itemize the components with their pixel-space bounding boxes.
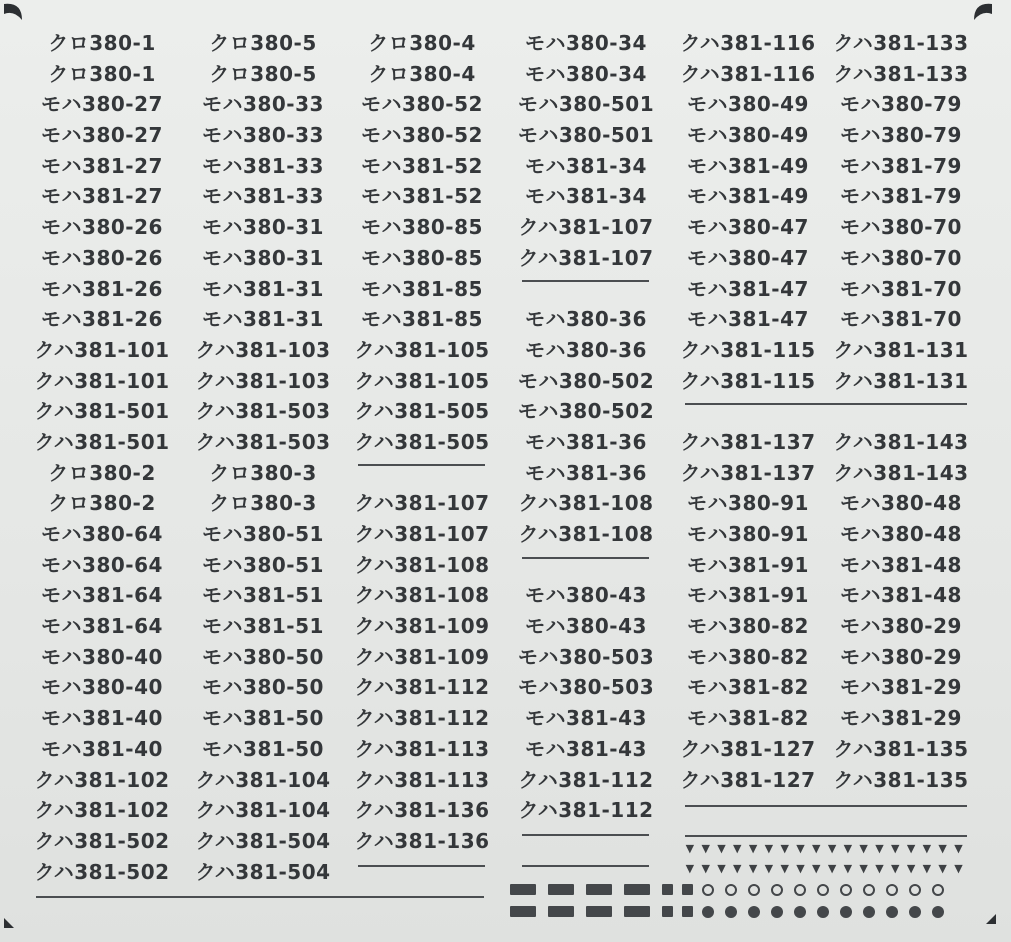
decal-label: クハ381-115 (680, 337, 816, 362)
decal-label: モハ380-502 (517, 399, 655, 424)
decal-label: モハ380-43 (525, 583, 647, 608)
decal-label: モハ381-29 (840, 706, 962, 731)
decal-label: クハ381-113 (354, 767, 490, 792)
triangle-mark-icon: ▼ (764, 862, 774, 875)
decal-label: モハ380-47 (687, 245, 809, 270)
decal-label: クハ381-504 (195, 828, 331, 853)
decal-label: モハ381-49 (687, 153, 809, 178)
decal-label: モハ381-79 (840, 184, 962, 209)
decal-label: モハ380-64 (41, 522, 163, 546)
decal-label (342, 458, 502, 489)
rect-mark-icon (586, 884, 612, 895)
decal-label: クハ381-107 (354, 522, 490, 546)
decal-label: モハ381-33 (202, 184, 324, 209)
decal-label: モハ381-82 (687, 675, 809, 700)
ring-mark-icon (863, 884, 875, 896)
decal-label (668, 795, 828, 826)
decal-label (506, 857, 666, 888)
decal-label: モハ380-50 (202, 675, 324, 700)
decal-label: クハ381-127 (680, 767, 816, 792)
decal-column-4 (506, 28, 666, 887)
decal-label: クハ381-116 (680, 31, 816, 55)
decal-label: モハ380-27 (41, 92, 163, 117)
dot-mark-icon (702, 906, 714, 918)
decal-label: クハ381-107 (354, 491, 490, 516)
decal-label: クハ381-101 (34, 337, 170, 362)
decal-label: モハ381-40 (41, 736, 163, 761)
decal-label: モハ381-27 (41, 184, 163, 209)
decal-label: モハ380-26 (41, 245, 163, 270)
decal-label (342, 857, 502, 888)
decal-label: モハ381-27 (41, 153, 163, 178)
decal-label: モハ380-503 (517, 644, 655, 669)
decal-label: クハ381-107 (518, 215, 654, 240)
decal-label: モハ380-501 (517, 123, 655, 148)
decal-label: モハ380-91 (687, 522, 809, 546)
decal-label: クハ381-501 (34, 399, 170, 424)
triangle-mark-icon: ▼ (827, 862, 837, 875)
decal-label: クロ380-3 (209, 491, 317, 516)
decal-label: モハ381-26 (41, 307, 163, 332)
divider-rule (522, 557, 649, 559)
decal-label: クハ381-104 (195, 798, 331, 823)
ring-mark-icon (794, 884, 806, 896)
decal-label: モハ381-29 (840, 675, 962, 700)
decal-label: モハ381-31 (202, 307, 324, 332)
decal-label: モハ380-47 (687, 215, 809, 240)
decal-label: モハ380-31 (202, 245, 324, 270)
decal-label: モハ381-64 (41, 583, 163, 608)
decal-label: クハ381-104 (195, 767, 331, 792)
decal-label: クロ380-1 (48, 31, 156, 55)
decal-label: クハ381-137 (680, 429, 816, 454)
triangle-mark-icon: ▼ (812, 842, 821, 855)
decal-label: モハ380-29 (840, 614, 962, 639)
triangle-mark-icon: ▼ (859, 862, 868, 875)
decal-label: モハ380-79 (840, 123, 962, 148)
decal-label: クハ381-127 (680, 736, 816, 761)
rect-mark-icon (510, 884, 536, 895)
triangle-mark-icon: ▼ (954, 862, 963, 875)
decal-label: クロ380-4 (368, 61, 476, 86)
decal-label: クハ381-143 (833, 460, 969, 485)
triangle-mark-icon: ▼ (748, 862, 758, 875)
triangle-mark-icon: ▼ (891, 842, 900, 855)
decal-label: モハ380-29 (840, 644, 962, 669)
decal-label: モハ380-31 (202, 215, 324, 240)
decal-label: クハ381-102 (34, 767, 170, 792)
decal-column-3 (342, 28, 502, 887)
decal-label: クハ381-116 (680, 61, 816, 86)
decal-label: クハ381-112 (518, 798, 654, 823)
rect-mark-icon (682, 884, 693, 895)
triangle-mark-icon: ▼ (891, 862, 900, 875)
decal-label: クハ381-113 (354, 736, 490, 761)
decal-label: モハ380-43 (525, 614, 647, 639)
decal-label: モハ380-33 (202, 123, 324, 148)
decal-label: モハ380-82 (687, 644, 809, 669)
decal-label: モハ380-40 (41, 675, 163, 700)
divider-rule (358, 464, 485, 466)
decal-label: モハ380-64 (41, 552, 163, 577)
decal-label: クハ381-101 (34, 368, 170, 393)
decal-label: モハ380-70 (840, 245, 962, 270)
decal-label: モハ380-501 (517, 92, 655, 117)
ring-mark-icon (748, 884, 760, 896)
triangle-mark-icon: ▼ (685, 862, 695, 875)
decal-label: モハ381-91 (687, 552, 809, 577)
ring-mark-icon (932, 884, 944, 896)
triangle-mark-icon: ▼ (827, 842, 837, 855)
decal-label: モハ380-49 (687, 92, 809, 117)
decal-label: クハ381-105 (354, 337, 490, 362)
ring-mark-icon (702, 884, 714, 896)
triangle-mark-icon: ▼ (812, 862, 821, 875)
decal-label: クハ381-501 (34, 429, 170, 454)
triangle-mark-icon: ▼ (843, 842, 853, 855)
decal-label: モハ380-51 (202, 552, 324, 577)
decal-label: クハ381-108 (518, 522, 654, 546)
dot-mark-icon (863, 906, 875, 918)
decal-label: モハ380-50 (202, 644, 324, 669)
decal-label: モハ381-34 (525, 153, 647, 178)
dot-mark-icon (840, 906, 852, 918)
decal-label (668, 396, 828, 427)
decal-label: クハ381-502 (34, 859, 170, 884)
corner-tab-icon (2, 2, 24, 24)
decal-label: クロ380-2 (48, 460, 156, 485)
decal-label: クハ381-103 (195, 368, 331, 393)
decal-column-2 (183, 28, 343, 887)
decal-label: モハ381-43 (525, 736, 647, 761)
decal-label: モハ381-47 (687, 276, 809, 301)
rect-mark-icon (586, 906, 612, 917)
decal-label: モハ381-79 (840, 153, 962, 178)
divider-rule (36, 896, 484, 898)
decal-label: モハ381-34 (525, 184, 647, 209)
decal-label: モハ380-34 (525, 31, 647, 55)
triangle-mark-icon: ▼ (780, 842, 789, 855)
ring-mark-icon (909, 884, 921, 896)
ring-mark-icon (886, 884, 898, 896)
corner-tab-icon (2, 912, 20, 930)
decal-label: クハ381-133 (833, 61, 969, 86)
decal-label: クロ380-4 (368, 31, 476, 55)
decal-column-1 (22, 28, 182, 887)
decal-label: モハ381-48 (840, 583, 962, 608)
decal-label: クハ381-143 (833, 429, 969, 454)
decal-label: モハ380-33 (202, 92, 324, 117)
triangle-mark-icon: ▼ (701, 842, 710, 855)
triangle-mark-icon: ▼ (717, 862, 726, 875)
decal-label: モハ380-502 (517, 368, 655, 393)
decal-label: モハ381-43 (525, 706, 647, 731)
decal-label: モハ381-36 (525, 460, 647, 485)
decal-label: クハ381-103 (195, 337, 331, 362)
decal-label: クハ381-105 (354, 368, 490, 393)
triangle-mark-icon: ▼ (780, 862, 789, 875)
rect-mark-icon (510, 906, 536, 917)
decal-label: モハ380-36 (525, 337, 647, 362)
decal-label: クハ381-108 (354, 552, 490, 577)
rect-mark-icon (662, 884, 673, 895)
triangle-mark-icon: ▼ (906, 842, 916, 855)
decal-label: クハ381-135 (833, 736, 969, 761)
rect-mark-icon (624, 884, 650, 895)
decal-label: モハ380-79 (840, 92, 962, 117)
triangle-mark-icon: ▼ (796, 842, 805, 855)
decal-label: クハ381-505 (354, 399, 490, 424)
triangle-mark-icon: ▼ (922, 862, 932, 875)
decal-label: クロ380-3 (209, 460, 317, 485)
decal-label (821, 396, 981, 427)
decal-label: クハ381-133 (833, 31, 969, 55)
ring-mark-icon (840, 884, 852, 896)
decal-label: モハ381-52 (361, 153, 483, 178)
decal-label: モハ380-36 (525, 307, 647, 332)
dot-mark-icon (748, 906, 760, 918)
decal-label: モハ381-31 (202, 276, 324, 301)
divider-rule (522, 280, 649, 282)
decal-label: モハ380-48 (840, 491, 962, 516)
ring-mark-icon (725, 884, 737, 896)
triangle-mark-icon: ▼ (875, 862, 884, 875)
dot-mark-icon (886, 906, 898, 918)
decal-label: モハ381-50 (202, 706, 324, 731)
decal-label: クハ381-108 (354, 583, 490, 608)
decal-label: クハ381-102 (34, 798, 170, 823)
decal-column-5 (668, 28, 828, 887)
decal-label: モハ381-36 (525, 429, 647, 454)
decal-label: クハ381-109 (354, 614, 490, 639)
rect-mark-icon (548, 884, 574, 895)
ring-mark-icon (817, 884, 829, 896)
dot-mark-icon (817, 906, 829, 918)
triangle-mark-icon: ▼ (701, 862, 710, 875)
decal-label (821, 795, 981, 826)
decal-label: クハ381-115 (680, 368, 816, 393)
decal-label: モハ381-51 (202, 614, 324, 639)
decal-label: クハ381-109 (354, 644, 490, 669)
decal-label (506, 550, 666, 581)
triangle-mark-icon: ▼ (685, 842, 695, 855)
divider-rule (685, 805, 967, 807)
decal-label: クロ380-2 (48, 491, 156, 516)
decal-label (506, 274, 666, 305)
decal-label: クロ380-5 (209, 61, 317, 86)
decal-label: モハ381-64 (41, 614, 163, 639)
divider-rule (522, 865, 649, 867)
decal-label: モハ380-91 (687, 491, 809, 516)
triangle-mark-row (682, 862, 966, 876)
triangle-mark-icon: ▼ (954, 842, 963, 855)
decal-label: クハ381-135 (833, 767, 969, 792)
decal-label: クハ381-112 (518, 767, 654, 792)
triangle-mark-icon: ▼ (938, 842, 947, 855)
triangle-mark-icon: ▼ (796, 862, 805, 875)
divider-rule (522, 834, 649, 836)
corner-tab-icon (984, 912, 998, 926)
decal-label: モハ381-82 (687, 706, 809, 731)
decal-label: モハ380-26 (41, 215, 163, 240)
triangle-mark-icon: ▼ (843, 862, 853, 875)
decal-label: モハ380-82 (687, 614, 809, 639)
rect-mark-icon (548, 906, 574, 917)
decal-label: モハ381-91 (687, 583, 809, 608)
decal-label: モハ380-34 (525, 61, 647, 86)
decal-label: クハ381-136 (354, 828, 490, 853)
mark-row-upper (510, 884, 955, 896)
decal-label: モハ381-49 (687, 184, 809, 209)
decal-label: モハ381-47 (687, 307, 809, 332)
decal-label: モハ380-503 (517, 675, 655, 700)
decal-label: モハ380-51 (202, 522, 324, 546)
decal-label: モハ381-50 (202, 736, 324, 761)
decal-column-6 (821, 28, 981, 887)
mark-row-lower (510, 906, 955, 918)
decal-label: クロ380-1 (48, 61, 156, 86)
dot-mark-icon (794, 906, 806, 918)
decal-label: クハ381-107 (518, 245, 654, 270)
decal-label: モハ381-70 (840, 276, 962, 301)
ring-mark-icon (771, 884, 783, 896)
decal-label: モハ380-52 (361, 123, 483, 148)
decal-label: モハ381-52 (361, 184, 483, 209)
decal-label: クハ381-505 (354, 429, 490, 454)
decal-label: クハ381-504 (195, 859, 331, 884)
triangle-mark-icon: ▼ (906, 862, 916, 875)
decal-label: クハ381-112 (354, 675, 490, 700)
triangle-mark-icon: ▼ (748, 842, 758, 855)
decal-label: モハ381-33 (202, 153, 324, 178)
triangle-mark-icon: ▼ (922, 842, 932, 855)
decal-label: クハ381-503 (195, 399, 331, 424)
decal-label: モハ380-85 (361, 215, 483, 240)
decal-label: モハ381-48 (840, 552, 962, 577)
decal-label: モハ380-27 (41, 123, 163, 148)
divider-rule (685, 403, 967, 405)
decal-label: クハ381-502 (34, 828, 170, 853)
decal-label: モハ380-40 (41, 644, 163, 669)
decal-label: モハ381-26 (41, 276, 163, 301)
dot-mark-icon (909, 906, 921, 918)
decal-label: モハ381-51 (202, 583, 324, 608)
dot-mark-icon (725, 906, 737, 918)
divider-rule (358, 865, 485, 867)
triangle-mark-icon: ▼ (733, 862, 742, 875)
dot-mark-icon (771, 906, 783, 918)
decal-label: モハ380-70 (840, 215, 962, 240)
triangle-mark-icon: ▼ (859, 842, 868, 855)
decal-label: モハ381-40 (41, 706, 163, 731)
decal-label: クハ381-131 (833, 368, 969, 393)
decal-label: モハ381-70 (840, 307, 962, 332)
decal-label: モハ380-49 (687, 123, 809, 148)
decal-label: モハ381-85 (361, 276, 483, 301)
decal-label: クハ381-503 (195, 429, 331, 454)
decal-label: クハ381-112 (354, 706, 490, 731)
triangle-mark-row (682, 842, 966, 856)
decal-label: クハ381-131 (833, 337, 969, 362)
rect-mark-icon (682, 906, 693, 917)
decal-label: モハ380-85 (361, 245, 483, 270)
triangle-mark-icon: ▼ (938, 862, 947, 875)
decal-label (506, 826, 666, 857)
decal-label: モハ380-52 (361, 92, 483, 117)
decal-label: クロ380-5 (209, 31, 317, 55)
divider-rule (685, 835, 967, 837)
rect-mark-icon (662, 906, 673, 917)
dot-mark-icon (932, 906, 944, 918)
corner-tab-icon (972, 2, 994, 24)
decal-label: クハ381-136 (354, 798, 490, 823)
triangle-mark-icon: ▼ (875, 842, 884, 855)
triangle-mark-icon: ▼ (764, 842, 774, 855)
decal-label: モハ381-85 (361, 307, 483, 332)
rect-mark-icon (624, 906, 650, 917)
decal-label: クハ381-108 (518, 491, 654, 516)
decal-label: クハ381-137 (680, 460, 816, 485)
triangle-mark-icon: ▼ (717, 842, 726, 855)
triangle-mark-icon: ▼ (733, 842, 742, 855)
decal-label: モハ380-48 (840, 522, 962, 546)
